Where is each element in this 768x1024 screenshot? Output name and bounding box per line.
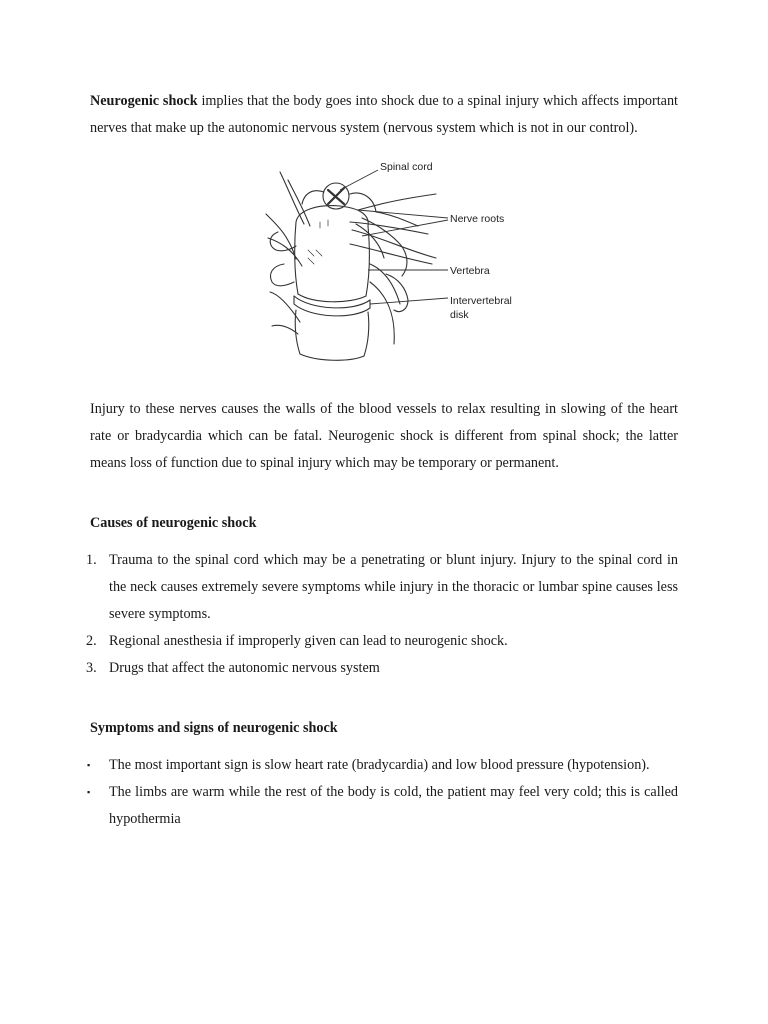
leader-lines <box>340 170 448 304</box>
list-item-text: Drugs that affect the autonomic nervous system <box>109 660 380 676</box>
label-spinal-cord: Spinal cord <box>380 161 433 173</box>
document-page <box>86 88 678 833</box>
list-item-text: The limbs are warm while the rest of the body is cold, the patient may feel very cold; this is called hypothermia <box>109 784 678 827</box>
intro-text: implies that the body goes into shock due to a spinal injury which affects important nerves that make up the autonomic nervous system (nervous system which is not in our control). <box>90 93 678 136</box>
intro-paragraph <box>90 88 678 142</box>
list-number: 2. <box>86 633 97 649</box>
spine-illustration <box>258 154 528 382</box>
list-item <box>87 752 678 779</box>
injury-paragraph: Injury to these nerves causes the walls of the blood vessels to relax resulting in slowing of the heart rate or bradycardia which can be fatal. Neurogenic shock is different from spinal shock; the latter means loss of function due to spinal injury which may be temporary or permanent. <box>90 401 678 471</box>
spinal-cord-diagram <box>90 154 678 386</box>
list-item-text: The most important sign is slow heart rate (bradycardia) and low blood pressure (hypotension). <box>109 757 650 773</box>
intro-bold-term: Neurogenic shock <box>90 93 198 109</box>
label-vertebra: Vertebra <box>450 265 490 277</box>
label-intervertebral: Intervertebral <box>450 295 512 307</box>
list-item-text: Regional anesthesia if improperly given can lead to neurogenic shock. <box>109 633 508 649</box>
spine-drawing <box>266 172 436 360</box>
list-item <box>87 779 678 833</box>
square-bullet-icon: ▪ <box>87 760 91 770</box>
causes-heading: Causes of neurogenic shock <box>90 515 257 531</box>
label-disk: disk <box>450 309 469 321</box>
list-item-text: Trauma to the spinal cord which may be a penetrating or blunt injury. Injury to the spinal cord in the neck causes extremely severe symptoms while injury in the thoracic or lumbar spine causes less severe symptoms. <box>109 552 678 622</box>
list-item <box>86 655 678 682</box>
causes-list <box>86 547 678 682</box>
list-item <box>86 547 678 628</box>
label-nerve-roots: Nerve roots <box>450 213 505 225</box>
list-item <box>86 628 678 655</box>
symptoms-list <box>87 752 678 833</box>
symptoms-heading: Symptoms and signs of neurogenic shock <box>90 720 338 736</box>
list-number: 3. <box>86 660 97 676</box>
square-bullet-icon: ▪ <box>87 787 91 797</box>
list-number: 1. <box>86 552 97 568</box>
